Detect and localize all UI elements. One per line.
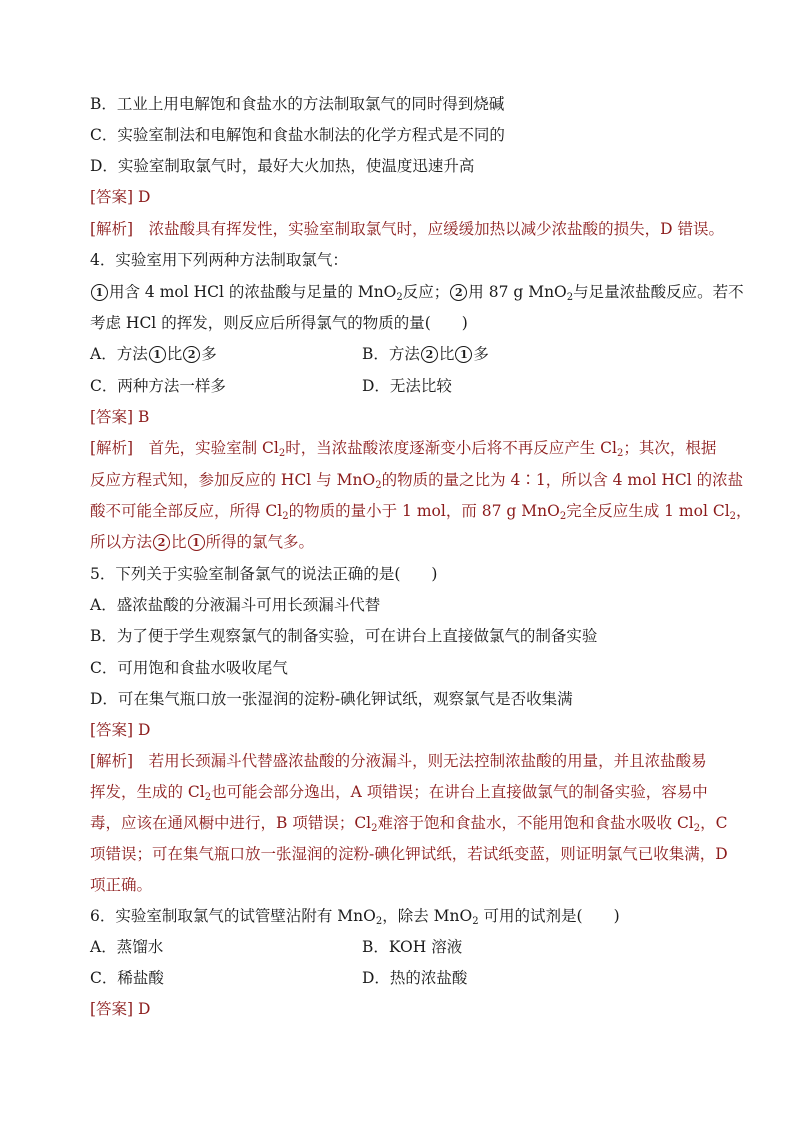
option-a-q5: A．盛浓盐酸的分液漏斗可用长颈漏斗代替 xyxy=(90,596,381,614)
option-b-q6: B．KOH 溶液 xyxy=(362,938,463,956)
circled-number-icon: 2 xyxy=(421,346,438,363)
question-4-stem-cont: 考虑 HCl 的挥发，则反应后所得氯气的物质的量( ) xyxy=(90,314,468,332)
option-b-q3: B．工业上用电解饱和食盐水的方法制取氯气的同时得到烧碱 xyxy=(90,95,505,113)
circled-number-icon: 2 xyxy=(153,534,170,551)
option-c-q6: C．稀盐酸 xyxy=(90,969,164,987)
question-4-stem: 4．实验室用下列两种方法制取氯气： xyxy=(90,251,348,269)
option-c-q5: C．可用饱和食盐水吸收尾气 xyxy=(90,659,288,677)
explanation-q5-line4: 项错误；可在集气瓶口放一张湿润的淀粉-碘化钾试纸，若试纸变蓝，则证明氯气已收集满，D xyxy=(90,845,728,863)
explanation-q4-line2: 反应方程式知，参加反应的 HCl 与 MnO$_2$的物质的量之比为 4∶1，所以含 4 mol HCl 的浓盐 xyxy=(90,471,744,491)
option-d-q3: D．实验室制取氯气时，最好大火加热，使温度迅速升高 xyxy=(90,157,475,175)
answer-q3: [答案] D xyxy=(90,188,151,206)
circled-number-icon: 2 xyxy=(450,284,467,301)
option-c-q3: C．实验室制法和电解饱和食盐水制法的化学方程式是不同的 xyxy=(90,126,505,144)
option-b-q5: B．为了便于学生观察氯气的制备实验，可在讲台上直接做氯气的制备实验 xyxy=(90,627,598,645)
option-d-q5: D．可在集气瓶口放一张湿润的淀粉-碘化钾试纸，观察氯气是否收集满 xyxy=(90,690,573,708)
circled-number-icon: 1 xyxy=(91,284,108,301)
option-b-q4: B．方法 2 比 1 多 xyxy=(362,345,489,363)
question-4-methods: 1 用含 4 mol HCl 的浓盐酸与足量的 MnO$_2$反应； 2 用 87 g MnO$_2$与足量浓盐酸反应。若不 xyxy=(90,282,744,302)
circled-number-icon: 1 xyxy=(455,346,472,363)
option-d-q4: D．无法比较 xyxy=(362,377,452,395)
answer-q6: [答案] D xyxy=(90,1000,151,1018)
explanation-q4-line3: 酸不可能全部反应，所得 $Cl_2$的物质的量小于 1 mol，而 87 g MnO$_2$完全反应生成 1 mol $Cl_2$， xyxy=(90,502,752,522)
option-a-q4: A．方法 1 比 2 多 xyxy=(90,345,217,363)
option-d-q6: D．热的浓盐酸 xyxy=(362,969,468,987)
explanation-q5-line3: 毒，应该在通风橱中进行，B 项错误；$Cl_2$难溶于饱和食盐水，不能用饱和食盐水吸收 $Cl_2$，C xyxy=(90,814,728,834)
explanation-q4-line4: 所以方法 2 比 1 所得的氯气多。 xyxy=(90,533,315,551)
option-a-q6: A．蒸馏水 xyxy=(90,938,164,956)
question-5-stem: 5．下列关于实验室制备氯气的说法正确的是( ) xyxy=(90,565,438,583)
explanation-q5-line5: 项正确。 xyxy=(90,876,153,894)
explanation-q4-line1: [解析] 首先，实验室制 $Cl_2$时，当浓盐酸浓度逐渐变小后将不再反应产生 $Cl_2$；其次，根据 xyxy=(90,439,717,459)
explanation-q5-line2: 挥发，生成的 $Cl_2$也可能会部分逸出，A 项错误；在讲台上直接做氯气的制备实验，容易中 xyxy=(90,783,708,803)
explanation-q5-line1: [解析] 若用长颈漏斗代替盛浓盐酸的分液漏斗，则无法控制浓盐酸的用量，并且浓盐酸易 xyxy=(90,752,707,770)
answer-q4: [答案] B xyxy=(90,408,150,426)
question-6-stem: 6．实验室制取氯气的试管壁沾附有 MnO$_2$，除去 MnO$_2$ 可用的试剂是( ) xyxy=(90,907,620,927)
circled-number-icon: 1 xyxy=(149,346,166,363)
circled-number-icon: 2 xyxy=(183,346,200,363)
answer-q5: [答案] D xyxy=(90,721,151,739)
explanation-q3: [解析] 浓盐酸具有挥发性，实验室制取氯气时，应缓缓加热以减少浓盐酸的损失，D 错误。 xyxy=(90,220,724,238)
option-c-q4: C．两种方法一样多 xyxy=(90,377,226,395)
circled-number-icon: 1 xyxy=(188,534,205,551)
